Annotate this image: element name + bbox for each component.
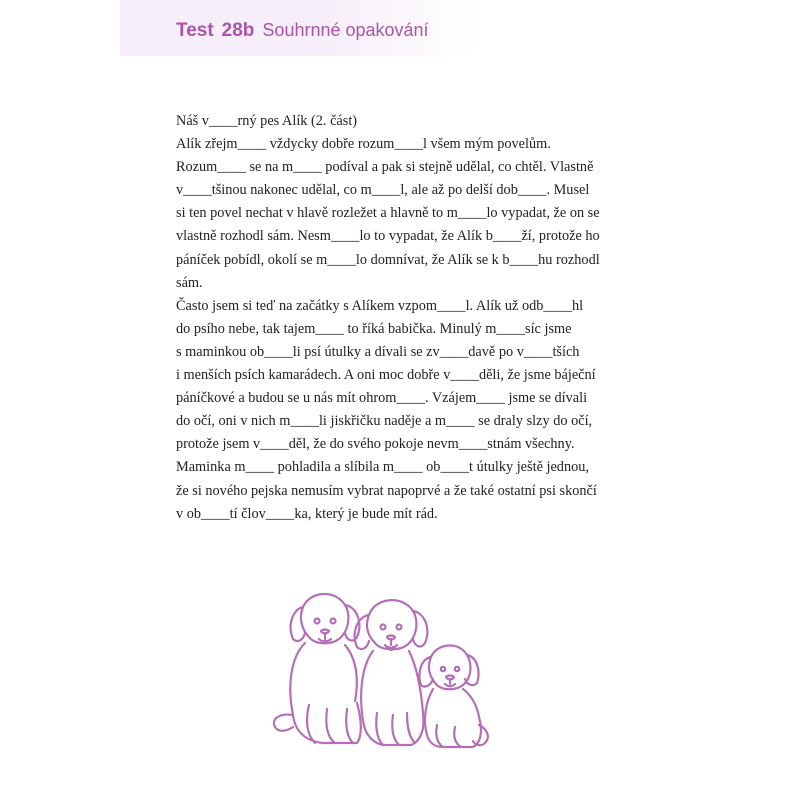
test-label: Test [176,20,214,41]
exercise-line: protože jsem v____děl, že do svého pokoje nevm____stnám všechny. [176,436,575,453]
exercise-line: Maminka m____ pohladila a slíbila m____ ob____t útulky ještě jednou, [176,459,589,476]
exercise-line: Náš v____rný pes Alík (2. část) [176,113,358,129]
exercise-line: do psího nebe, tak tajem____ to říká babička. Minulý m____síc jsme [176,320,572,337]
puppies-illustration-icon [265,585,495,750]
exercise-line: vlastně rozhodl sám. Nesm____lo to vypadat, že Alík b____ží, protože ho [176,228,600,245]
exercise-line: Rozum____ se na m____ podíval a pak si stejně udělal, co chtěl. Vlastně [176,159,594,176]
exercise-line: páníček pobídl, okolí se m____lo domnívat, že Alík se k b____hu rozhodl [176,251,600,268]
exercise-line: v____tšinou nakonec udělal, co m____l, ale až po delší dob____. Musel [176,182,590,199]
puppy-middle-icon [355,600,428,745]
puppy-left-icon [274,594,361,743]
exercise-line: si ten povel nechat v hlavě rozležet a hlavně to m____lo vypadat, že on se [176,205,600,222]
exercise-line: s maminkou ob____li psí útulky a dívali se zv____davě po v____tších [176,343,580,360]
puppy-right-icon [419,645,487,747]
section-title: Souhrnné opakování [262,20,429,40]
exercise-line: Často jsem si teď na začátky s Alíkem vzpom____l. Alík už odb____hl [176,297,584,314]
exercise-line: i menších psích kamarádech. A oni moc dobře v____děli, že jsme báječní [176,367,596,384]
exercise-line: páníčkové a budou se u nás mít ohrom____. Vzájem____ jsme se dívali [176,390,588,407]
exercise-line: v ob____tí člov____ka, který je bude mít rád. [176,505,438,522]
exercise-line: Alík zřejm____ vždycky dobře rozum____l všem mým povelům. [176,136,551,153]
exercise-text [176,110,636,526]
test-number: 28b [221,20,255,41]
exercise-line: že si nového pejska nemusím vybrat napoprvé a že také ostatní psi skončí [176,482,597,499]
test-header [120,0,480,56]
exercise-line: do očí, oni v nich m____li jiskřičku naděje a m____ se draly slzy do očí, [176,413,593,430]
page-title [176,20,429,42]
exercise-line: sám. [176,274,203,291]
